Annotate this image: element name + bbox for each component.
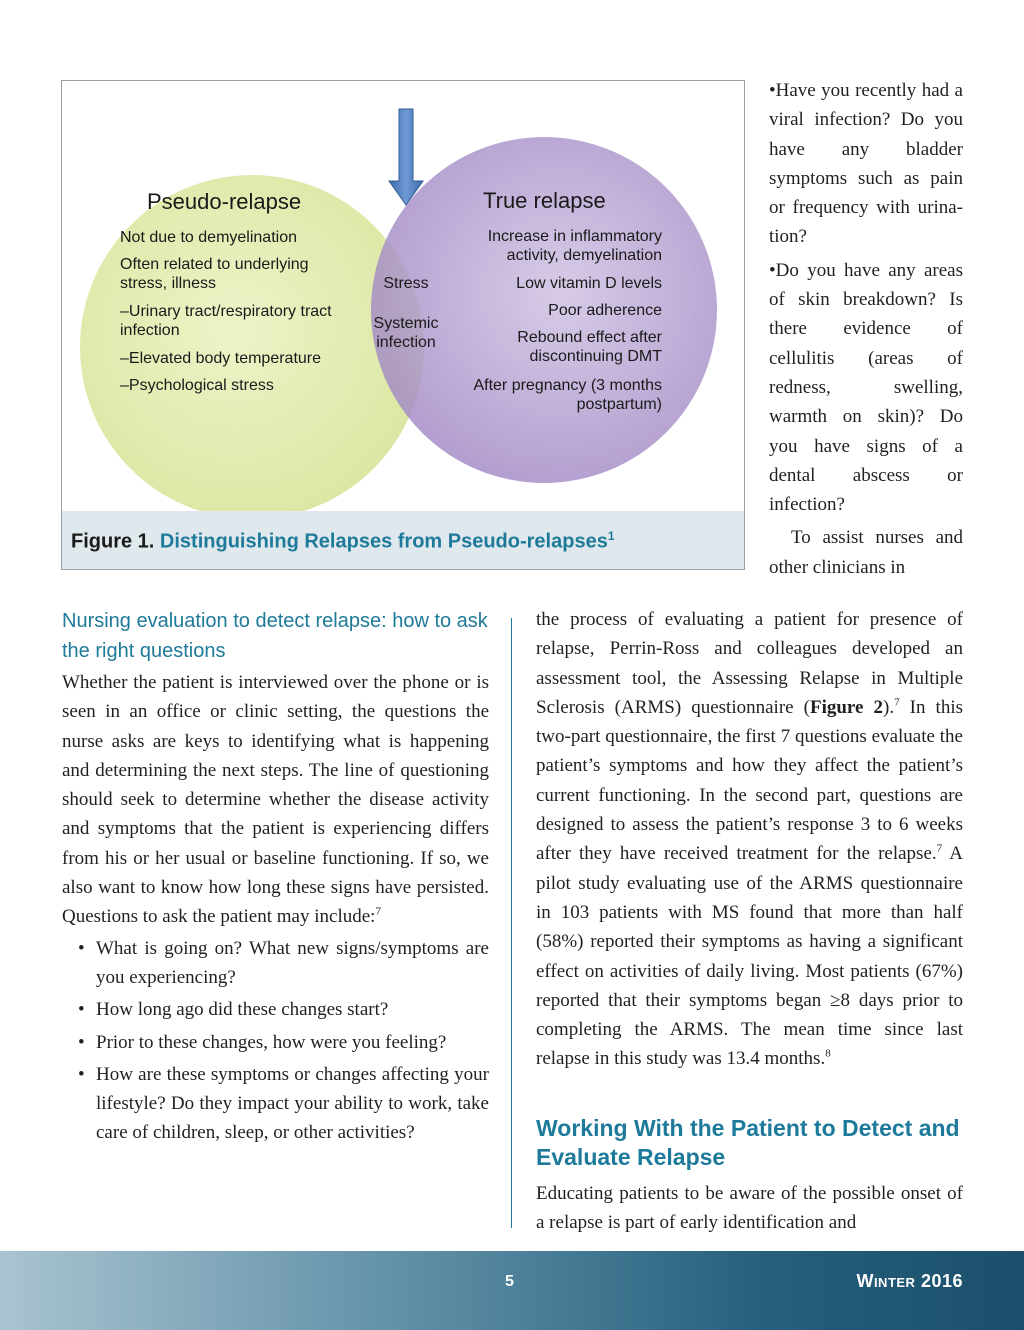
- paragraph: Educating patients to be aware of the possible onset of a relapse is part of early identification and: [536, 1183, 963, 1234]
- right-column-continued: [536, 1179, 963, 1238]
- true-relapse-item: Low vitamin D levels: [516, 275, 662, 292]
- right-column: [536, 605, 963, 1074]
- paragraph: [62, 668, 489, 932]
- reference-superscript: 7: [936, 843, 943, 856]
- pseudo-relapse-item: Often related to underlying stress, illness: [120, 256, 309, 292]
- bullet-icon: •: [78, 999, 85, 1021]
- list-item-text: How are these symptoms or changes affecting your lifestyle? Do they impact your ability to work, take care of children, sleep, or other activities?: [96, 1063, 489, 1144]
- pseudo-relapse-item: –Psychological stress: [120, 377, 274, 394]
- right-top-column: [769, 76, 963, 582]
- true-relapse-item: Poor adherence: [548, 302, 662, 319]
- bullet-icon: •: [78, 1031, 85, 1053]
- list-item: [62, 995, 489, 1024]
- figure-1: [61, 80, 745, 570]
- true-relapse-title: True relapse: [483, 188, 606, 213]
- page-footer: [0, 1251, 1024, 1330]
- paragraph: To assist nurses and other clinicians in: [769, 527, 963, 578]
- list-item-text: Prior to these changes, how were you feeling?: [96, 1031, 447, 1053]
- bullet-paragraph: •Have you recently had a viral infection? Do you have any bladder symptoms such as pain or frequency with urination?: [769, 80, 963, 248]
- list-item: [62, 1060, 489, 1148]
- caption-reference: 1: [607, 529, 615, 543]
- list-item: [62, 1028, 489, 1057]
- reference-superscript: 8: [825, 1048, 831, 1061]
- caption-label: Figure 1.: [71, 530, 155, 553]
- list-item-text: What is going on? What new signs/symptoms are you experiencing?: [96, 937, 489, 988]
- reference-superscript: 7: [894, 696, 900, 709]
- list-item: [62, 934, 489, 993]
- left-column: [62, 668, 489, 1151]
- section-heading: Working With the Patient to Detect and Evaluate Relapse: [536, 1115, 960, 1170]
- overlap-item: Systemic infection: [373, 315, 439, 351]
- reference-superscript: 7: [375, 906, 381, 919]
- true-relapse-item: Rebound effect after discontinuing DMT: [517, 329, 662, 365]
- list-item-text: How long ago did these changes start?: [96, 999, 389, 1021]
- figure-caption: [71, 529, 615, 554]
- question-list: [62, 934, 489, 1148]
- pseudo-relapse-item: Not due to demyelination: [120, 229, 297, 246]
- bullet-icon: •: [78, 1063, 85, 1085]
- overlap-item: Stress: [383, 275, 429, 292]
- paragraph-text: the process of evaluating a patient for presence of relapse, Perrin-Ross and colleagues developed an assessment tool, the Assessing Relapse in Multiple Sclerosis (ARMS) questionnaire (: [536, 609, 963, 718]
- paragraph-text: Whether the patient is interviewed over the phone or is seen in an office or clinic setting, the questions the nurse asks are keys to identifying what is happening and determining the next steps. The line of questioning should seek to determine whether the disease activity and symptoms that the patient is experiencing differs from his or her usual or baseline functioning. If so, we also want to know how long these signs have persisted. Questions to ask the patient may include:: [62, 672, 489, 928]
- figure-reference: Figure 2: [809, 696, 884, 718]
- pseudo-relapse-item: –Urinary tract/respiratory tract infection: [120, 303, 332, 339]
- section-subheading: Nursing evaluation to detect relapse: how to ask the right questions: [62, 610, 488, 662]
- paragraph-text: A pilot study evaluating use of the ARMS questionnaire in 103 patients with MS found that more than half (58%) reported their symptoms as having a significant effect on activities of daily living. Most patients (67%) reported that their symptoms began ≥8 days prior to completing the ARMS. The mean time since last relapse in this study was 13.4 months.: [536, 843, 963, 1070]
- paragraph-text: ).: [883, 696, 895, 718]
- down-arrow-icon: [389, 109, 423, 205]
- pseudo-relapse-item: –Elevated body temperature: [120, 350, 322, 367]
- bullet-icon: •: [78, 937, 85, 959]
- paragraph-text: In this two-part questionnaire, the first 7 questions evaluate the patient’s symptoms and how they affect the patient’s current functioning. In the second part, questions are designed to assess the patient’s response 3 to 6 weeks after they have received treatment for the relapse.: [536, 696, 964, 865]
- true-relapse-item: After pregnancy (3 months postpartum): [473, 377, 662, 413]
- pseudo-relapse-title: Pseudo-relapse: [147, 189, 302, 214]
- paragraph: [536, 605, 963, 1074]
- bullet-paragraph: •Do you have any areas of skin breakdown? Is there evidence of cellulitis (areas of redness, swelling, warmth on skin)? Do you have signs of a dental abscess or infection?: [769, 259, 963, 516]
- page-number: 5: [505, 1273, 514, 1290]
- caption-title: Distinguishing Relapses from Pseudo-relapses: [159, 530, 608, 553]
- column-divider: [511, 618, 512, 1228]
- true-relapse-item: Increase in inflammatory activity, demyelination: [487, 228, 662, 264]
- issue-label: Winter 2016: [856, 1271, 963, 1291]
